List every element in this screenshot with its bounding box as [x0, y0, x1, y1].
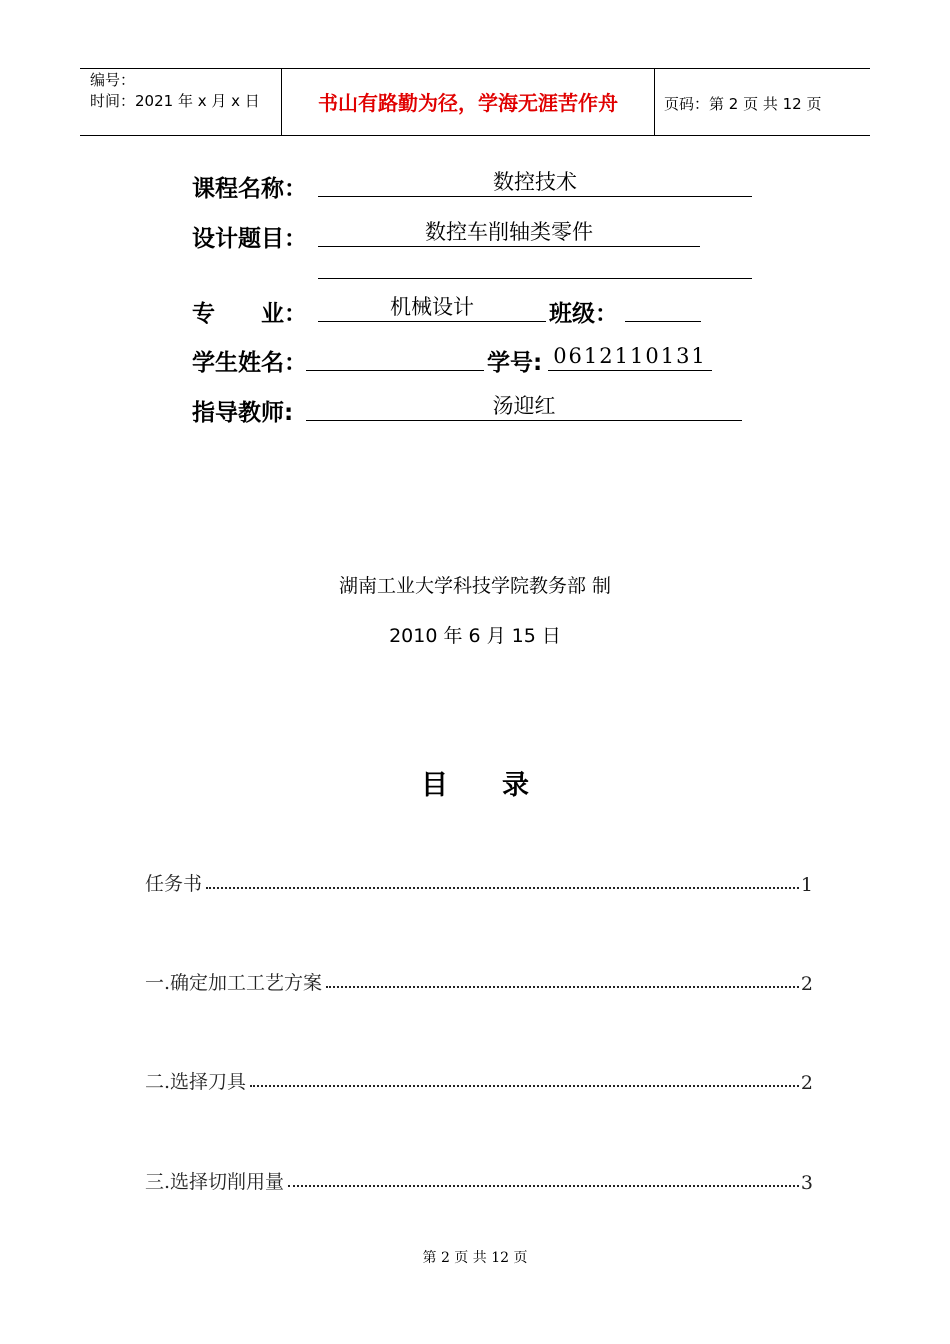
header-meta [90, 70, 260, 112]
major-field: 机械设计 [318, 293, 546, 322]
time-label: 时间：2021 年 x 月 x 日 [90, 92, 260, 110]
toc-item-label: 一.确定加工工艺方案 [145, 972, 323, 994]
issue-date: 2010 年 6 月 15 日 [389, 625, 561, 647]
toc-item-page: 3 [800, 1172, 813, 1194]
student-id-field: 0612110131 [548, 342, 712, 371]
student-id-label: 学号: [487, 350, 543, 376]
header-divider-right [654, 68, 655, 136]
institution-line: 湖南工业大学科技学院教务部 制 [338, 575, 612, 597]
student-name-field [306, 342, 484, 371]
design-topic-label: 设计题目： [192, 226, 307, 252]
toc-item-label: 二.选择刀具 [145, 1071, 247, 1093]
toc-item[interactable] [145, 866, 813, 896]
header-top-rule [80, 68, 870, 69]
toc-leader-dots [288, 1185, 799, 1187]
class-label: 班级： [549, 301, 618, 327]
design-topic-field-line2 [318, 250, 752, 279]
toc-item-page: 2 [800, 973, 813, 995]
toc-item[interactable] [145, 965, 813, 995]
class-field [625, 293, 701, 322]
toc-item-page: 1 [800, 874, 813, 896]
major-label: 专 业： [192, 301, 307, 327]
header-page-info: 页码：第 2 页 共 12 页 [664, 95, 822, 113]
advisor-label: 指导教师: [192, 400, 294, 426]
toc-leader-dots [250, 1085, 799, 1087]
toc-item-page: 2 [800, 1072, 813, 1094]
toc-item[interactable] [145, 1164, 813, 1194]
header-motto: 书山有路勤为径，学海无涯苦作舟 [318, 91, 618, 115]
course-name-label: 课程名称： [192, 176, 307, 202]
design-topic-field: 数控车削轴类零件 [318, 218, 700, 247]
toc-leader-dots [326, 986, 799, 988]
advisor-field: 汤迎红 [306, 392, 742, 421]
student-name-label: 学生姓名： [192, 350, 307, 376]
toc-item-label: 三.选择切削用量 [145, 1171, 285, 1193]
toc-item[interactable] [145, 1064, 813, 1094]
toc-leader-dots [206, 887, 799, 889]
serial-number-label: 编号： [90, 71, 136, 89]
page-footer: 第 2 页 共 12 页 [422, 1250, 528, 1266]
course-name-field: 数控技术 [318, 168, 752, 197]
header-bottom-rule [80, 135, 870, 136]
toc-item-label: 任务书 [145, 873, 203, 895]
toc-title: 目 录 [421, 770, 529, 801]
